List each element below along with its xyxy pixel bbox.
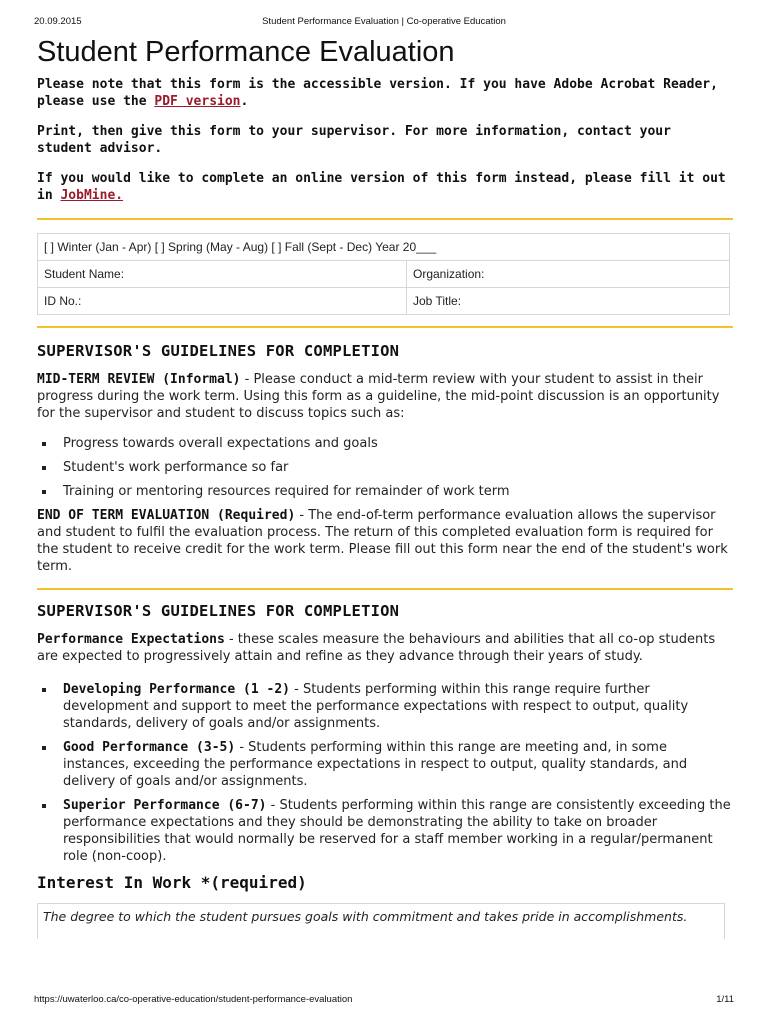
- print-footer: [34, 994, 734, 1008]
- accessible-note: [37, 76, 733, 110]
- page-number: 1/11: [716, 994, 734, 1005]
- list-item: Progress towards overall expectations and goals: [37, 435, 733, 452]
- divider: [37, 326, 733, 328]
- online-note: [37, 170, 733, 204]
- page-content: [37, 32, 733, 939]
- jobmine-link[interactable]: JobMine.: [60, 188, 124, 203]
- pdf-version-link[interactable]: PDF version: [154, 94, 241, 109]
- list-item: Student's work performance so far: [37, 459, 733, 476]
- job-title-field[interactable]: Job Title:: [407, 288, 730, 315]
- performance-expectations: [37, 631, 733, 665]
- id-number-field[interactable]: ID No.:: [38, 288, 407, 315]
- accessible-note-text: Please note that this form is the accessible version. If you have Adobe Acrobat Reader, please use the: [37, 77, 718, 109]
- interest-description: The degree to which the student pursues goals with commitment and takes pride in accomplishments.: [37, 903, 725, 939]
- organization-field[interactable]: Organization:: [407, 261, 730, 288]
- list-item: Training or mentoring resources required for remainder of work term: [37, 483, 733, 500]
- end-term-text: - The end-of-term performance evaluation allows the supervisor and student to fulfil the evaluation process. The return of this completed evaluation form is required for the student to receive credit for the work term. Please fill out this form near the end of the student's work term.: [37, 508, 728, 574]
- list-item: [37, 681, 733, 732]
- performance-text: - these scales measure the behaviours and abilities that all co-op students are expected to progressively attain and refine as they advance through their years of study.: [37, 632, 716, 664]
- guidelines-section-1: [37, 341, 733, 575]
- table-row: [38, 261, 730, 288]
- page-title: Student Performance Evaluation: [37, 36, 455, 68]
- term-selection[interactable]: [ ] Winter (Jan - Apr) [ ] Spring (May - Aug) [ ] Fall (Sept - Dec) Year 20___: [38, 234, 730, 261]
- guidelines-section-2: [37, 601, 733, 865]
- section-heading: SUPERVISOR'S GUIDELINES FOR COMPLETION: [37, 342, 400, 360]
- print-instructions: Print, then give this form to your supervisor. For more information, contact your student advisor.: [37, 124, 671, 156]
- mid-term-text: - Please conduct a mid-term review with your student to assist in their progress during the work term. Using this form as a guideline, the mid-point discussion is an opportunity for the supervisor and student to discuss topics such as:: [37, 372, 720, 421]
- list-item: [37, 739, 733, 790]
- level-text: - Students performing within this range are consistently exceeding the performance expectations and they should be demonstrating the ability to take on broader responsibilities that would normally be reserved for a staff member working in a regular/permanent role (non-coop).: [63, 798, 731, 864]
- level-text: - Students performing within this range require further development and support to meet the performance expectations with respect to output, quality standards, delivery of goals and/or assignments.: [63, 682, 689, 731]
- accessible-note-end: .: [240, 94, 249, 109]
- mid-term-review: [37, 371, 733, 422]
- list-item: [37, 797, 733, 865]
- section-heading: SUPERVISOR'S GUIDELINES FOR COMPLETION: [37, 602, 400, 620]
- level-lead: Developing Performance (1 -2): [63, 682, 290, 697]
- end-term-lead: END OF TERM EVALUATION (Required): [37, 508, 296, 523]
- term-row: [38, 234, 730, 261]
- student-info-table: [37, 233, 730, 315]
- print-page-title: Student Performance Evaluation | Co-operative Education: [262, 16, 506, 27]
- end-of-term-evaluation: [37, 507, 733, 575]
- level-lead: Superior Performance (6-7): [63, 798, 267, 813]
- divider: [37, 218, 733, 220]
- performance-lead: Performance Expectations: [37, 632, 225, 647]
- intro: [37, 76, 733, 204]
- performance-levels-list: [37, 681, 733, 865]
- level-text: - Students performing within this range are meeting and, in some instances, exceeding the performance expectations in respect to output, quality standards, and delivery of goals and/or assignments.: [63, 740, 688, 789]
- page-url: https://uwaterloo.ca/co-operative-education/student-performance-evaluation: [34, 994, 353, 1005]
- table-row: [38, 288, 730, 315]
- print-header: [34, 16, 734, 30]
- online-note-text: If you would like to complete an online version of this form instead, please fill it out in: [37, 171, 726, 203]
- student-name-field[interactable]: Student Name:: [38, 261, 407, 288]
- mid-term-lead: MID-TERM REVIEW (Informal): [37, 372, 241, 387]
- topic-list: [37, 435, 733, 500]
- divider: [37, 588, 733, 590]
- level-lead: Good Performance (3-5): [63, 740, 236, 755]
- interest-in-work-heading: Interest In Work *(required): [37, 873, 307, 892]
- print-date: 20.09.2015: [34, 16, 82, 27]
